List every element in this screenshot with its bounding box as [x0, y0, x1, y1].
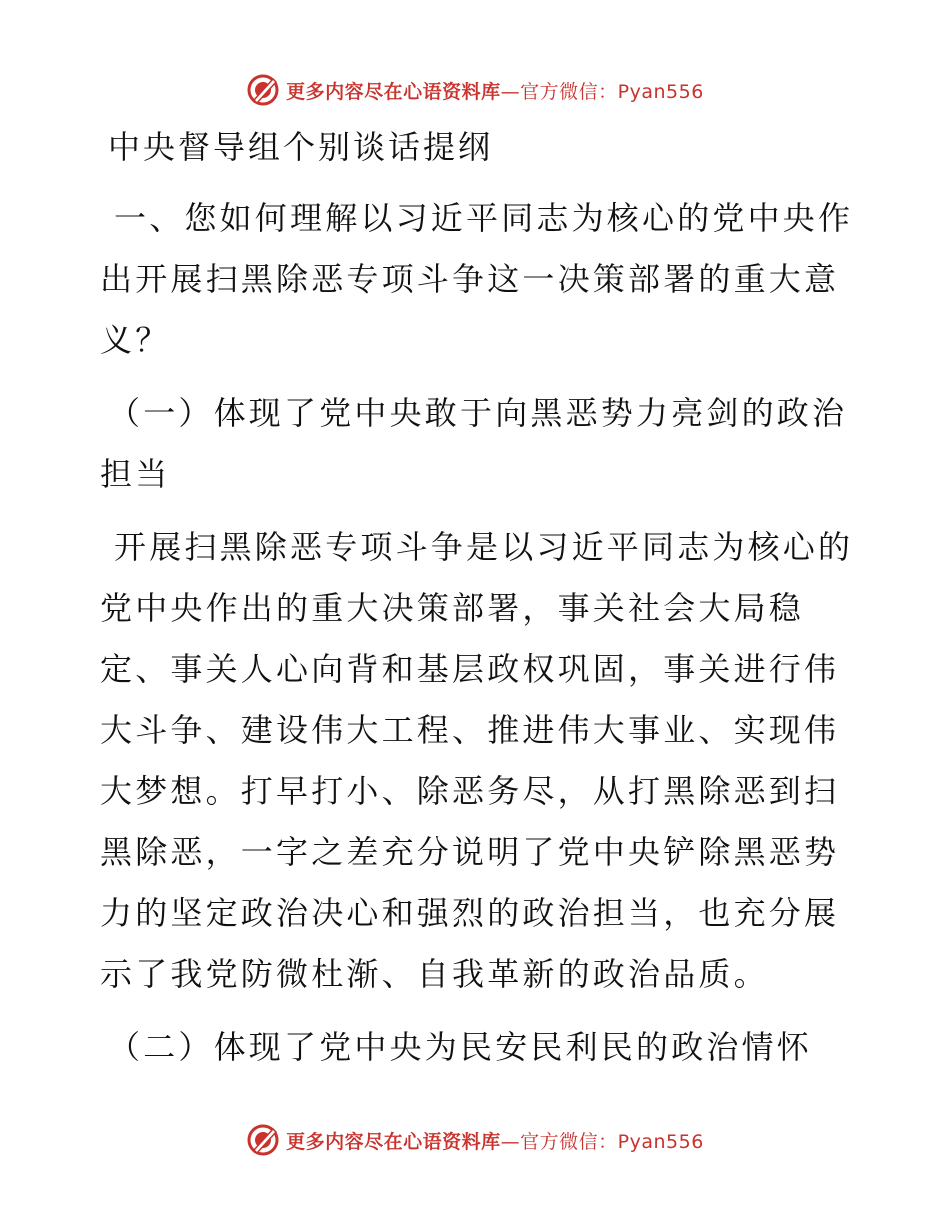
paragraph-heading-2: （二）体现了党中央为民安民利民的政治情怀: [108, 1028, 813, 1066]
watermark-sub-text: —官方微信：Pyan556: [500, 1130, 704, 1153]
paragraph-heading-1: （一）体现了党中央敢于向黑恶势力亮剑的政治担当: [100, 394, 848, 493]
footer-watermark: [0, 1120, 950, 1160]
document-body: [100, 122, 860, 1090]
document-title: 中央督导组个别谈话提纲: [108, 128, 494, 166]
header-watermark: [0, 70, 950, 110]
watermark-main-text: 更多内容尽在心语资料库: [286, 80, 501, 103]
watermark-main-text: 更多内容尽在心语资料库: [286, 1130, 501, 1153]
pen-logo-icon: [246, 1123, 280, 1157]
paragraph-body-1: 开展扫黑除恶专项斗争是以习近平同志为核心的党中央作出的重大决策部署，事关社会大局稳定、事关人心向背和基层政权巩固，事关进行伟大斗争、建设伟大工程、推进伟大事业、实现伟大梦想。打早打小、除恶务尽，从打黑除恶到扫黑除恶，一字之差充分说明了党中央铲除黑恶势力的坚定政治决心和强烈的政治担当，也充分展示了我党防微杜渐、自我革新的政治品质。: [100, 528, 854, 993]
paragraph-question-1: 一、您如何理解以习近平同志为核心的党中央作出开展扫黑除恶专项斗争这一决策部署的重大意义？: [100, 199, 854, 359]
pen-logo-icon: [246, 73, 280, 107]
watermark-sub-text: —官方微信：Pyan556: [500, 80, 704, 103]
